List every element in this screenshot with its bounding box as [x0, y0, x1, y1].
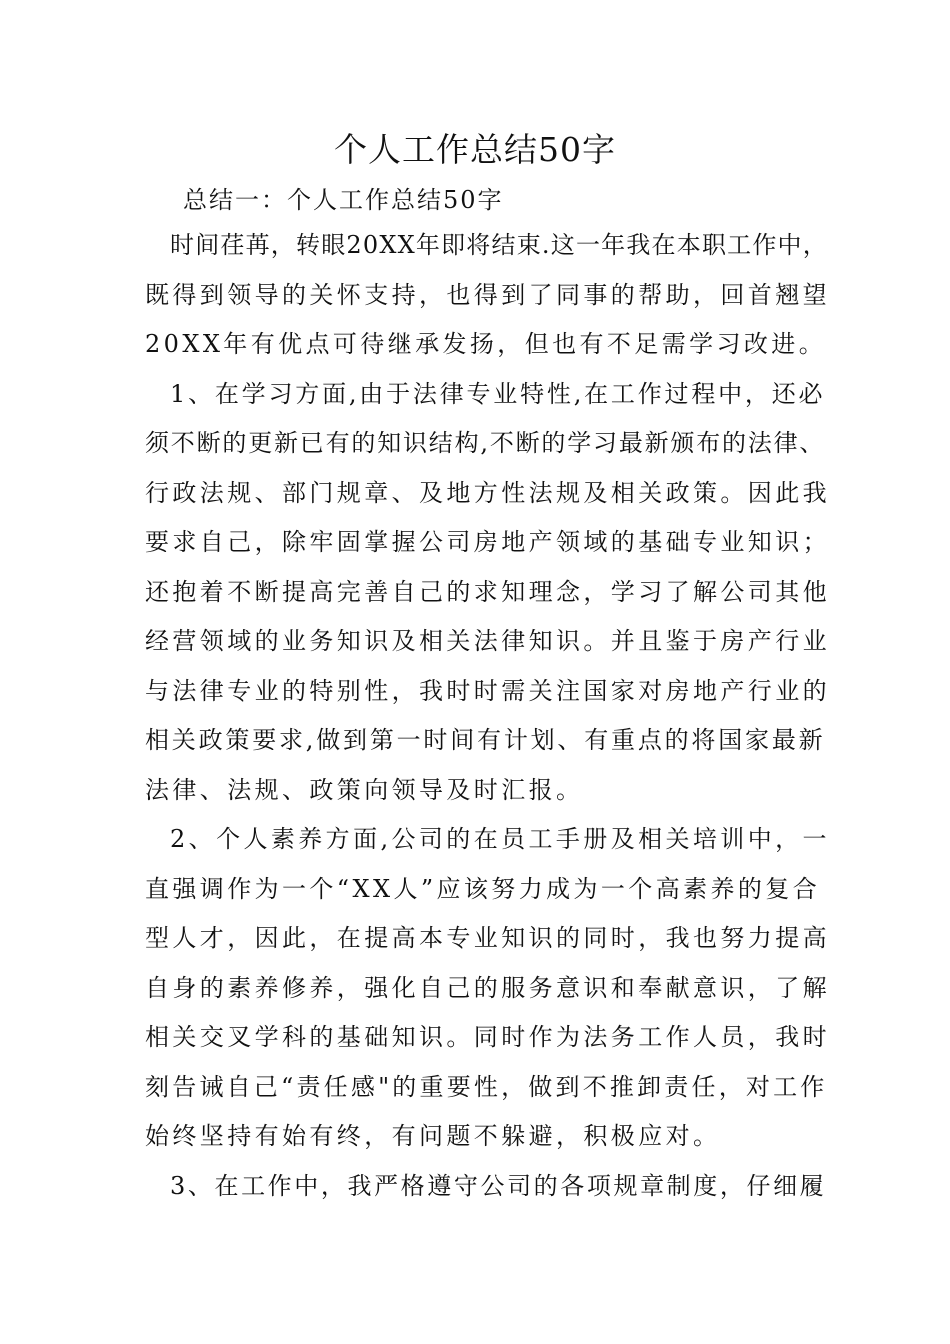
- document-title: 个人工作总结50字: [334, 130, 616, 169]
- text-line: 经营领域的业务知识及相关法律知识。并且鉴于房产行业: [145, 627, 830, 655]
- text-line: 要求自己，除牢固掌握公司房地产领域的基础专业知识；: [145, 528, 830, 556]
- text-line: 须不断的更新已有的知识结构,不断的学习最新颁布的法律、: [145, 429, 826, 457]
- text-line: 既得到领导的关怀支持，也得到了同事的帮助，回首翘望: [145, 280, 830, 309]
- text-line: 与法律专业的特别性，我时时需关注国家对房地产行业的: [145, 676, 830, 705]
- text-line: 法律、法规、政策向领导及时汇报。: [145, 775, 584, 804]
- text-line: 刻告诫自己“责任感"的重要性，做到不推卸责任，对工作: [145, 1072, 828, 1101]
- text-line: 相关交叉学科的基础知识。同时作为法务工作人员，我时: [145, 1023, 830, 1051]
- text-line: 20XX年有优点可待继承发扬，但也有不足需学习改进。: [145, 330, 827, 358]
- text-line: 还抱着不断提高完善自己的求知理念，学习了解公司其他: [145, 577, 830, 606]
- text-line: 2、个人素养方面,公司的在员工手册及相关培训中，一: [170, 825, 830, 853]
- document-subtitle: 总结一：个人工作总结50字: [183, 186, 504, 214]
- text-line: 1、在学习方面,由于法律专业特性,在工作过程中，还必: [170, 379, 826, 408]
- text-line: 直强调作为一个“XX人”应该努力成为一个高素养的复合: [145, 874, 821, 903]
- text-line: 3、在工作中，我严格遵守公司的各项规章制度，仔细履: [170, 1171, 827, 1200]
- text-line: 行政法规、部门规章、及地方性法规及相关政策。因此我: [145, 478, 830, 507]
- text-line: 相关政策要求,做到第一时间有计划、有重点的将国家最新: [145, 726, 826, 754]
- text-line: 型人才，因此，在提高本专业知识的同时，我也努力提高: [145, 924, 830, 952]
- text-line: 时间荏苒，转眼20XX年即将结束.这一年我在本职工作中，: [170, 231, 828, 259]
- text-line: 始终坚持有始有终，有问题不躲避，积极应对。: [145, 1122, 721, 1150]
- text-line: 自身的素养修养，强化自己的服务意识和奉献意识，了解: [145, 973, 830, 1002]
